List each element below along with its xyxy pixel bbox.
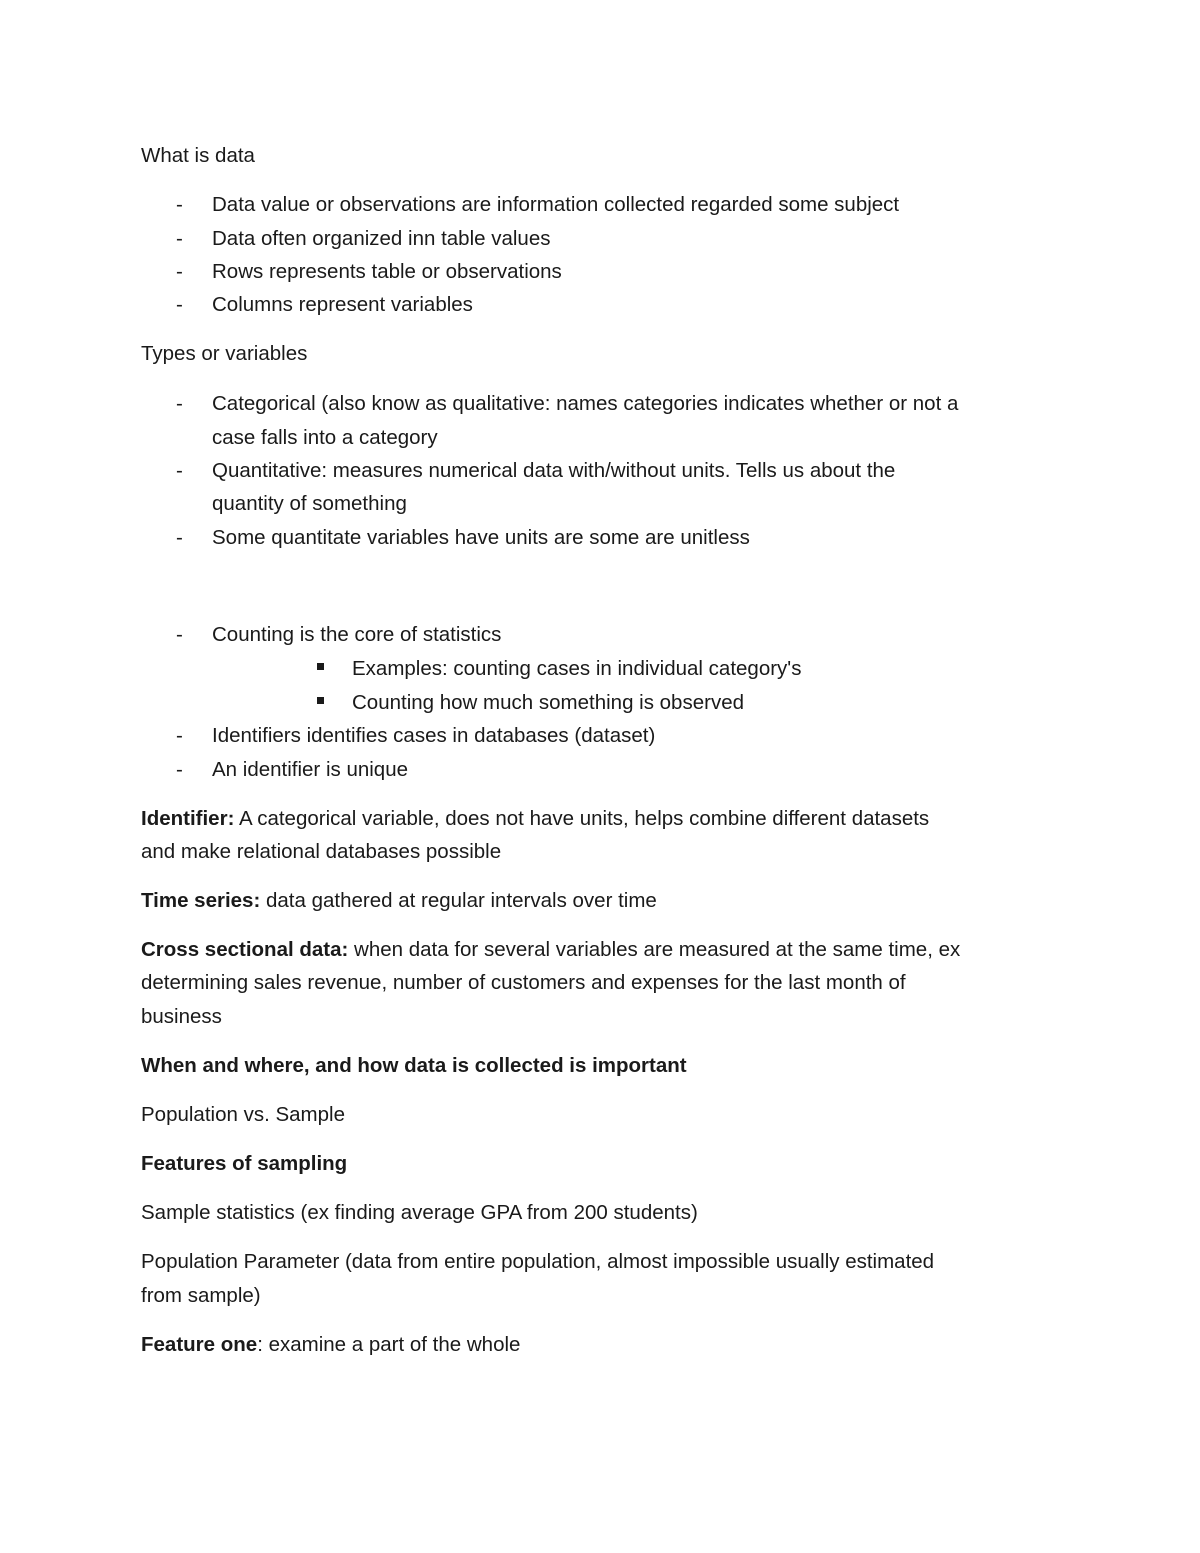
- heading-what-is-data: What is data: [141, 144, 255, 167]
- bullet-dash: -: [176, 260, 183, 283]
- definition-cross-sectional-cont: business: [141, 1005, 222, 1028]
- list-item: Rows represents table or observations: [212, 260, 562, 283]
- list-item: Columns represent variables: [212, 293, 473, 316]
- heading-types-of-variables: Types or variables: [141, 342, 308, 365]
- feature-one: [141, 1333, 520, 1357]
- list-item-identifiers: Identifiers identifies cases in databases (dataset): [212, 724, 656, 747]
- sample-statistics: Sample statistics (ex finding average GPA from 200 students): [141, 1201, 698, 1224]
- definition-identifier: [141, 807, 929, 831]
- bullet-dash: -: [176, 392, 183, 415]
- list-item: Data often organized inn table values: [212, 227, 551, 250]
- bullet-dash: -: [176, 526, 183, 549]
- definition-identifier-cont: and make relational databases possible: [141, 840, 502, 863]
- square-bullet-icon: [317, 697, 324, 704]
- bullet-dash: -: [176, 227, 183, 250]
- term-cross-sectional: Cross sectional data:: [141, 938, 349, 961]
- list-item: Data value or observations are information collected regarded some subject: [212, 193, 900, 216]
- features-heading: [141, 1152, 347, 1176]
- population-parameter: Population Parameter (data from entire population, almost impossible usually estimated: [141, 1250, 935, 1273]
- definition-text: A categorical variable, does not have units, helps combine different datasets: [234, 807, 930, 830]
- term-feature-one: Feature one: [141, 1333, 258, 1356]
- square-bullet-icon: [317, 663, 324, 670]
- population-parameter-cont: from sample): [141, 1284, 261, 1307]
- bullet-dash: -: [176, 193, 183, 216]
- sub-list-item: Examples: counting cases in individual category's: [352, 657, 802, 680]
- definition-cross-sectional: [141, 938, 960, 962]
- population-vs-sample: Population vs. Sample: [141, 1103, 345, 1126]
- list-item-categorical-cont: case falls into a category: [212, 426, 438, 449]
- list-item-identifier-unique: An identifier is unique: [212, 758, 409, 781]
- list-item-quantitative-cont: quantity of something: [212, 492, 407, 515]
- bullet-dash: -: [176, 293, 183, 316]
- important-note: [141, 1054, 687, 1078]
- feature-one-text: : examine a part of the whole: [257, 1333, 521, 1356]
- list-item-counting: Counting is the core of statistics: [212, 623, 502, 646]
- definition-text: data gathered at regular intervals over time: [260, 889, 657, 912]
- bullet-dash: -: [176, 724, 183, 747]
- definition-text: when data for several variables are measured at the same time, ex: [348, 938, 961, 961]
- list-item-quantitative: Quantitative: measures numerical data with/without units. Tells us about the: [212, 459, 896, 482]
- list-item-categorical: Categorical (also know as qualitative: names categories indicates whether or not a: [212, 392, 959, 415]
- definition-cross-sectional-cont: determining sales revenue, number of customers and expenses for the last month of: [141, 971, 906, 994]
- bullet-dash: -: [176, 758, 183, 781]
- bullet-dash: -: [176, 459, 183, 482]
- list-item-units: Some quantitate variables have units are some are unitless: [212, 526, 750, 549]
- important-note-text: When and where, and how data is collected is important: [141, 1054, 687, 1077]
- bullet-dash: -: [176, 623, 183, 646]
- term-time-series: Time series:: [141, 889, 261, 912]
- features-heading-text: Features of sampling: [141, 1152, 348, 1175]
- term-identifier: Identifier:: [141, 807, 235, 830]
- sub-list-item: Counting how much something is observed: [352, 691, 744, 714]
- definition-time-series: [141, 889, 657, 913]
